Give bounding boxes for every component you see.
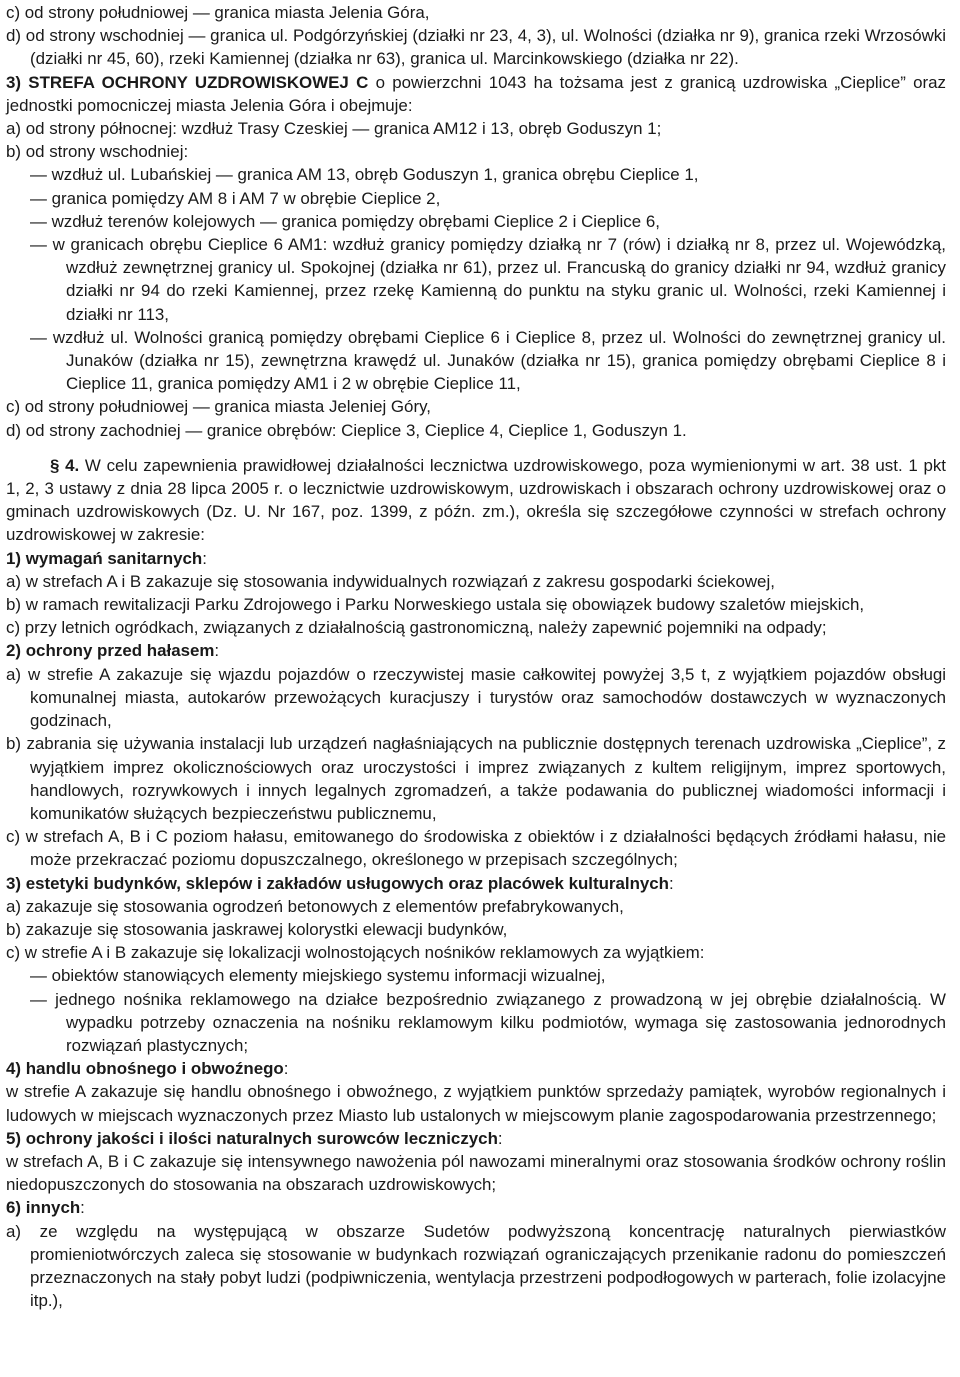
item-2-c: c) w strefach A, B i C poziom hałasu, emitowanego do środowiska z obiektów i z działalności będących źródłami hałasu, nie może przekraczać poziomu dopuszczalnego, określonego w przepisach szczególnych; — [6, 827, 946, 870]
zone-c-dash-4: — w granicach obrębu Cieplice 6 AM1: wzdłuż granicy pomiędzy działką nr 7 (rów) i działką nr 8, przez ul. Wojewódzką, wzdłuż zewnętrznej granicy ul. Spokojnej (działka nr 61), przez ul. Francuską do granicy działki nr 94, wzdłuż granicy działki nr 94 do rzeki Kamiennej, przez rzekę Kamienną do punktu na styku granic ul. Wolności, rzeki Kamiennej i działki nr 113, — [30, 235, 946, 324]
item-2-a: a) w strefie A zakazuje się wjazdu pojazdów o rzeczywistej masie całkowitej powyżej 3,5 t, z wyjątkiem pojazdów obsługi komunalnej miasta, autokarów przewożących kuracjuszy i turystów oraz samochodów dostawczych w wyznaczonych godzinach, — [6, 664, 946, 731]
item-3-a: a) zakazuje się stosowania ogrodzeń betonowych z elementów prefabrykowanych, — [6, 896, 624, 916]
item-6-heading: 6) innych: — [6, 1198, 85, 1218]
item-1-heading: 1) wymagań sanitarnych: — [6, 548, 207, 568]
item-1-b: b) w ramach rewitalizacji Parku Zdrojowego i Parku Norweskiego ustala się obowiązek budowy szaletów miejskich, — [6, 595, 865, 615]
item-3-dash-1: — obiektów stanowiących elementy miejskiego systemu informacji wizualnej, — [30, 966, 606, 986]
item-1-a: a) w strefach A i B zakazuje się stosowania indywidualnych rozwiązań z zakresu gospodarki ściekowej, — [6, 571, 775, 591]
zone-c-item-a: a) od strony północnej: wzdłuż Trasy Czeskiej — granica AM12 i 13, obręb Goduszyn 1; — [6, 119, 662, 139]
zone-c-item-b: b) od strony wschodniej: — [6, 142, 189, 162]
zone-c-item-d: d) od strony zachodniej — granice obrębów: Cieplice 3, Cieplice 4, Cieplice 1, Goduszyn 1. — [6, 420, 687, 440]
zone-c-dash-1: — wzdłuż ul. Lubańskiej — granica AM 13, obręb Goduszyn 1, granica obrębu Cieplice 1, — [30, 165, 699, 185]
zone-c-dash-5: — wzdłuż ul. Wolności granicą pomiędzy obrębami Cieplice 6 i Cieplice 8, przez ul. Wolności do zewnętrznej granicy ul. Junaków (działka nr 15), zewnętrzna krawędź ul. Junaków (działka nr 15), granica pomiędzy obrębami Cieplice 8 i Cieplice 11, granica pomiędzy AM1 i 2 w obrębie Cieplice 11, — [30, 327, 946, 394]
zone-c-dash-2: — granica pomiędzy AM 8 i AM 7 w obrębie Cieplice 2, — [30, 188, 441, 208]
item-6-a: a) ze względu na występującą w obszarze Sudetów podwyższoną koncentrację naturalnych pierwiastków promieniotwórczych zaleca się stosowanie w budynkach rozwiązań ograniczających przenikanie radonu do pomieszczeń przeznaczonych na stały pobyt ludzi (podpiwniczenia, wentylacja przestrzeni podpodłogowych w parterach, folie izolacyjne itp.), — [6, 1221, 946, 1311]
item-3-dash-2: — jednego nośnika reklamowego na działce bezpośrednio związanego z prowadzoną w jej obrębie działalnością. W wypadku potrzeby oznaczenia na nośniku reklamowym kilku podmiotów, wymaga się zastosowania jednorodnych rozwiązań plastycznych; — [30, 989, 946, 1055]
item-3-c: c) w strefie A i B zakazuje się lokalizacji wolnostojących nośników reklamowych za wyjątkiem: — [6, 943, 705, 963]
zone-c-dash-3: — wzdłuż terenów kolejowych — granica pomiędzy obrębami Cieplice 2 i Cieplice 6, — [30, 211, 660, 231]
boundary-item-c: c) od strony południowej — granica miasta Jelenia Góra, — [6, 3, 430, 22]
item-4-heading: 4) handlu obnośnego i obwoźnego: — [6, 1059, 289, 1079]
item-5-text: w strefach A, B i C zakazuje się intensywnego nawożenia pól nawozami mineralnymi oraz stosowania środków ochrony roślin niedopuszczonych do stosowania na obszarach uzdrowiskowych; — [6, 1151, 946, 1195]
zone-c-title: 3) STREFA OCHRONY UZDROWISKOWEJ C — [6, 72, 369, 92]
zone-c-heading: 3) STREFA OCHRONY UZDROWISKOWEJ C o powierzchni 1043 ha tożsama jest z granicą uzdrowiska „Cieplice” oraz jednostki pomocniczej miasta Jelenia Góra i obejmuje: — [6, 72, 946, 115]
section-4-paragraph: § 4. W celu zapewnienia prawidłowej działalności lecznictwa uzdrowiskowego, poza wymienionymi w art. 38 ust. 1 pkt 1, 2, 3 ustawy z dnia 28 lipca 2005 r. o lecznictwie uzdrowiskowym, uzdrowiskach i obszarach ochrony uzdrowiskowej oraz o gminach uzdrowiskowych (Dz. U. Nr 167, poz. 1399, z późn. zm.), określa się szczegółowe czynności w strefach ochrony uzdrowiskowej w zakresie: — [6, 455, 946, 545]
zone-c-item-c: c) od strony południowej — granica miasta Jeleniej Góry, — [6, 397, 431, 417]
item-3-heading: 3) estetyki budynków, sklepów i zakładów usługowych oraz placówek kulturalnych: — [6, 873, 674, 893]
item-2-heading: 2) ochrony przed hałasem: — [6, 641, 220, 661]
item-2-b: b) zabrania się używania instalacji lub urządzeń nagłaśniających na publicznie dostępnych terenach uzdrowiska „Cieplice”, z wyjątkiem imprez okolicznościowych oraz uroczystości i imprez związanych z kultem religijnym, imprez sportowych, handlowych, rozrywkowych i innych legalnych zgromadzeń, a także podawania do publicznej wiadomości informacji i komunikatów służących bezpieczeństwu publicznemu, — [6, 734, 946, 823]
item-1-c: c) przy letnich ogródkach, związanych z działalnością gastronomiczną, należy zapewnić pojemniki na odpady; — [6, 618, 827, 638]
boundary-item-d: d) od strony wschodniej — granica ul. Podgórzyńskiej (działki nr 23, 4, 3), ul. Wolności (działka nr 9), granica rzeki Wrzosówki (działki nr 45, 60), rzeki Kamiennej (działka nr 63), granica ul. Marcinkowskiego (działka nr 22). — [6, 26, 946, 69]
item-3-b: b) zakazuje się stosowania jaskrawej kolorystki elewacji budynków, — [6, 919, 508, 939]
section-4-number: § 4. — [50, 455, 80, 475]
item-5-heading: 5) ochrony jakości i ilości naturalnych surowców leczniczych: — [6, 1128, 503, 1148]
item-4-text: w strefie A zakazuje się handlu obnośnego i obwoźnego, z wyjątkiem punktów sprzedaży pamiątek, wyrobów regionalnych i ludowych w miejscach wyznaczonych przez Miasto lub ustalonych w miejscowym planie zagospodarowania przestrzennego; — [6, 1082, 946, 1125]
